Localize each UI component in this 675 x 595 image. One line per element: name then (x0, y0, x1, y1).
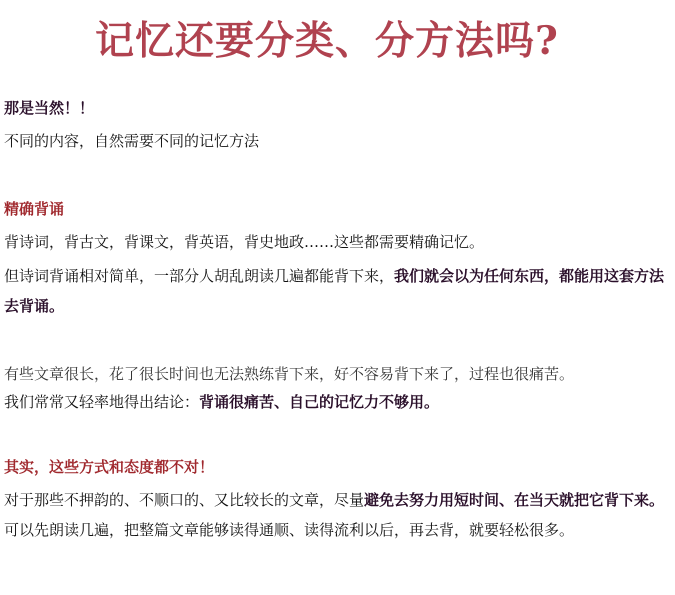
paragraph-text: 可以先朗读几遍，把整篇文章能够读得通顺、读得流利以后，再去背，就要轻松很多。 (4, 521, 575, 539)
paragraph-emphasis: 背诵很痛苦、自己的记忆力不够用。 (199, 393, 440, 411)
paragraph (4, 261, 666, 321)
paragraph: 背诗词，背古文，背课文，背英语，背史地政……这些都需要精确记忆。 (4, 233, 485, 251)
intro-line: 不同的内容，自然需要不同的记忆方法 (4, 132, 260, 150)
paragraph-text: 但诗词背诵相对简单，一部分人胡乱朗读几遍都能背下来， (4, 267, 395, 285)
intro-heading: 那是当然！！ (4, 99, 95, 117)
paragraph: 有些文章很长，花了很长时间也无法熟练背下来，好不容易背下来了，过程也很痛苦。 (4, 365, 575, 383)
paragraph-text: 对于那些不押韵的、不顺口的、又比较长的文章，尽量 (4, 491, 365, 509)
paragraph (4, 485, 666, 545)
paragraph-emphasis: 我们就会以为任何东西，都能用这套方法去背诵。 (4, 267, 665, 315)
paragraph (4, 387, 666, 417)
page-title: 记忆还要分类、分方法吗? (95, 18, 559, 64)
paragraph-text: 我们常常又轻率地得出结论： (4, 393, 200, 411)
section-heading-precise-recitation: 精确背诵 (4, 200, 65, 218)
paragraph-emphasis: 避免去努力用短时间、在当天就把它背下来。 (364, 491, 665, 509)
section-heading-wrong-approach: 其实，这些方式和态度都不对！ (4, 458, 215, 476)
